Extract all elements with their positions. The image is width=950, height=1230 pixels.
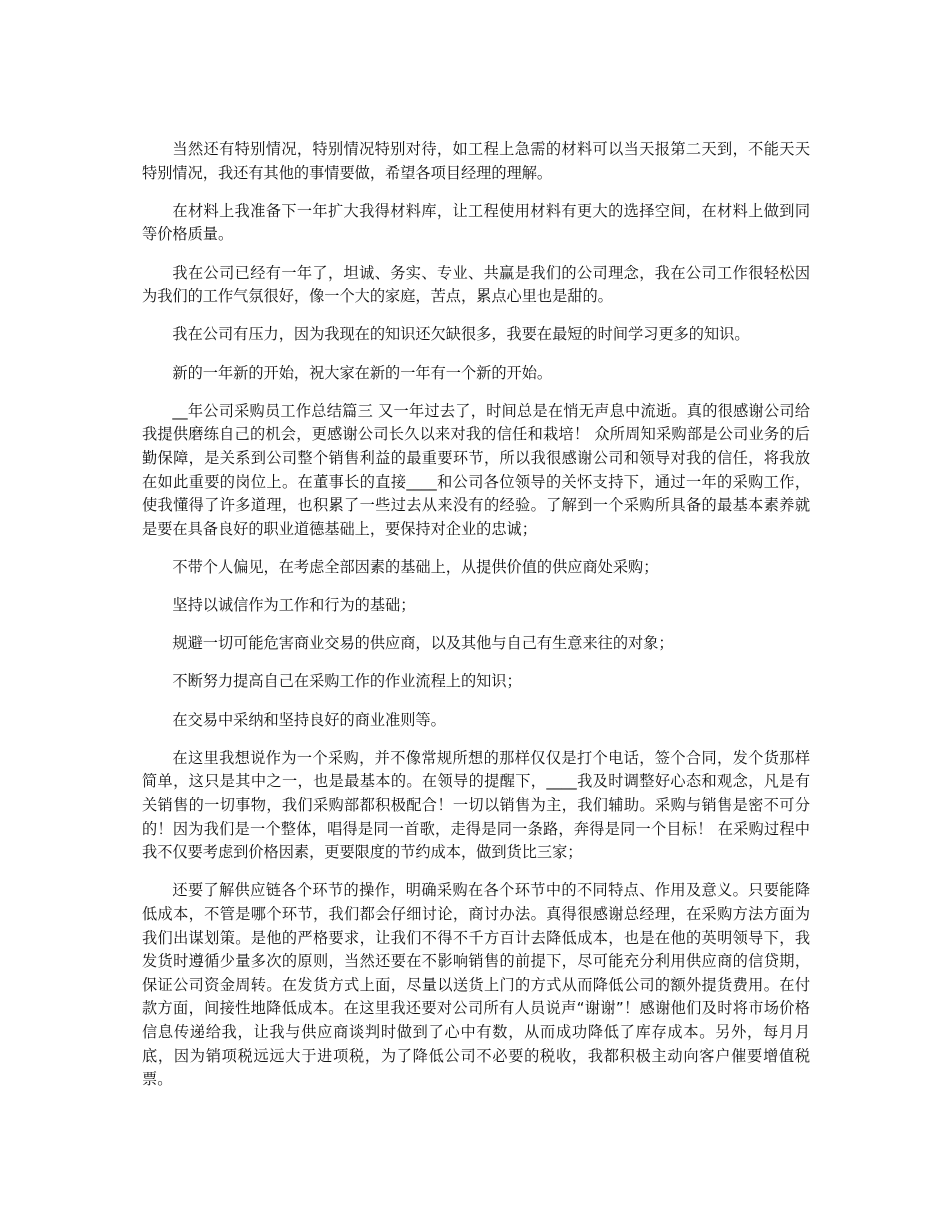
paragraph-supply-chain: 还要了解供应链各个环节的操作，明确采购在各个环节中的不同特点、作用及意义。只要能降低成本，不管是哪个环节，我们都会仔细讨论，商讨办法。真得很感谢总经理，在采购方法方面为我们出谋划策。是他的严格要求，让我们不得不千方百计去降低成本，也是在他的英明领导下，我发货时遵循少量多次的原则，当然还要在不影响销售的前提下，尽可能充分利用供应商的信贷期，保证公司资金周转。在发货方式上面，尽量以送货上门的方式从而降低公司的额外提货费用。在付款方面，间接性地降低成本。在这里我还要对公司所有人员说声“谢谢”！感谢他们及时将市场价格信息传递给我，让我与供应商谈判时做到了心中有数，从而成功降低了库存成本。另外，每月月底，因为销项税远远大于进项税，为了降低公司不必要的税收，我都积极主动向客户催要增值税票。 — [142, 881, 810, 1089]
paragraph-special-cases: 当然还有特别情况，特别情况特别对待，如工程上急需的材料可以当天报第二天到，不能天天特别情况，我还有其他的事情要做，希望各项目经理的理解。 — [142, 140, 810, 182]
paragraph-improve-knowledge: 不断努力提高自己在采购工作的作业流程上的知识； — [172, 672, 522, 691]
paragraph-material-library: 在材料上我准备下一年扩大我得材料库，让工程使用材料有更大的选择空间，在材料上做到同等价格质量。 — [142, 201, 810, 244]
paragraph-avoid-risk: 规避一切可能危害商业交易的供应商，以及其他与自己有生意来往的对象； — [172, 634, 674, 653]
paragraph-pressure: 我在公司有压力，因为我现在的知识还欠缺很多，我要在最短的时间学习更多的知识。 — [172, 325, 750, 344]
paragraph-no-bias: 不带个人偏见，在考虑全部因素的基础上，从提供价值的供应商处采购； — [172, 557, 659, 576]
paragraph-business-principles: 在交易中采纳和坚持良好的商业准则等。 — [172, 710, 446, 729]
paragraph-company-culture: 我在公司已经有一年了，坦诚、务实、专业、共赢是我们的公司理念，我在公司工作很轻松因为我们的工作气氛很好，像一个大的家庭，苦点，累点心里也是甜的。 — [142, 263, 810, 306]
paragraph-new-year: 新的一年新的开始，祝大家在新的一年有一个新的开始。 — [172, 363, 553, 382]
paragraph-procurement-role: 在这里我想说作为一个采购，并不像常规所想的那样仅仅是打个电话，签个合同，发个货那样简单，这只是其中之一，也是最基本的。在领导的提醒下，____我及时调整好心态和观念，凡是有关销售的一切事物，我们采购部都积极配合！一切以销售为主，我们辅助。采购与销售是密不可分的！因为我们是一个整体，唱得是同一首歌，走得是同一条路，奔得是同一个目标！ 在采购过程中我不仅要考虑到价格因素，更要限度的节约成本，做到货比三家； — [142, 748, 810, 862]
document-body — [142, 138, 810, 1106]
paragraph-summary-part-three: __年公司采购员工作总结篇三 又一年过去了，时间总是在悄无声息中流逝。真的很感谢公司给我提供磨练自己的机会，更感谢公司长久以来对我的信任和栽培！ 众所周知采购部是公司业务的后勤保障，是关系到公司整个销售利益的最重要环节，所以我很感谢公司和领导对我的信任，将我放在如此重要的岗位上。在董事长的直接____和公司各位领导的关怀支持下，通过一年的采购工作，使我懂得了许多道理，也积累了一些过去从来没有的经验。了解到一个采购所具备的最基本素养就是要在具备良好的职业道德基础上，要保持对企业的忠诚； — [142, 401, 810, 538]
paragraph-integrity: 坚持以诚信作为工作和行为的基础； — [172, 596, 416, 615]
